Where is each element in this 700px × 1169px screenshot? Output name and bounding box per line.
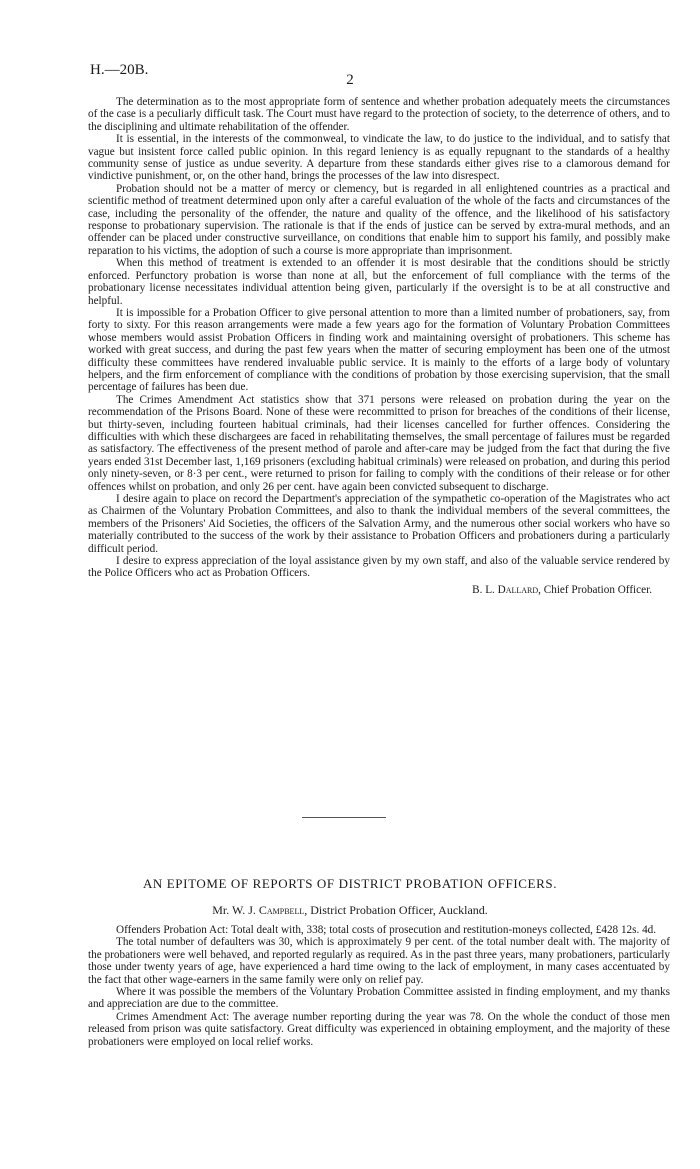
paragraph: It is impossible for a Probation Officer to give personal attention to more than a limited number of probationers, say, from forty to sixty. For this reason arrangements were made a few years ago for the formation of Voluntary Probation Committees whose members would assist Probation Officers in finding work and maintaining oversight of probationers. This scheme has worked with great success, and during the past few years when the matter of securing employment has been one of the utmost difficulty these committees have rendered invaluable public service. It is mainly to the efforts of a large body of voluntary helpers, and the firm enforcement of compliance with the conditions of probation by those exercising supervision, that the small percentage of failures has been due. bbox=[88, 306, 670, 394]
page-number: 2 bbox=[346, 72, 354, 88]
paragraph: The Crimes Amendment Act statistics show that 371 persons were released on probation during the year on the recommendation of the Prisons Board. None of these were recommitted to prison for breaches of the conditions of their license, but thirty-seven, including fourteen habitual criminals, had their licenses cancelled for further offences. Considering the difficulties with which these dischargees are faced in rehabilitating themselves, the small percentage of failures must be regarded as satisfactory. The effectiveness of the present method of parole and after-care may be judged from the fact that during the five years ended 31st December last, 1,169 prisoners (excluding habitual criminals) were released on probation, and during this period only ninety-seven, or 8·3 per cent., were returned to prison for failing to comply with the conditions of their release or for other offences whilst on probation, and only 26 per cent. have again been convicted subsequent to discharge. bbox=[88, 393, 670, 493]
paragraph: I desire again to place on record the Department's appreciation of the sympathetic co-operation of the Magistrates who act as Chairmen of the Voluntary Probation Committees, and also to thank the individual members of the several committees, the members of the Prisoners' Aid Societies, the officers of the Salvation Army, and the numerous other social workers who have so materially contributed to the success of the work by their assistance to Probation Officers and probationers during a particularly difficult period. bbox=[88, 493, 670, 555]
paragraph: Crimes Amendment Act: The average number reporting during the year was 78. On the whole the conduct of those men released from prison was quite satisfactory. Great difficulty was experienced in obtaining employment, and the majority of these probationers were employed on local relief works. bbox=[88, 1010, 670, 1048]
report-conclusion bbox=[88, 96, 670, 596]
document-reference: H.—20B. bbox=[90, 62, 149, 78]
officer-prefix: Mr. W. J. bbox=[212, 903, 256, 917]
signature-name: B. L. Dallard, bbox=[472, 583, 541, 596]
paragraph: I desire to express appreciation of the loyal assistance given by my own staff, and also of the valuable service rendered by the Police Officers who act as Probation Officers. bbox=[88, 555, 670, 580]
signature-title: Chief Probation Officer. bbox=[543, 583, 652, 596]
paragraph: Offenders Probation Act: Total dealt with, 338; total costs of prosecution and restitution-moneys collected, £428 12s. 4d. bbox=[116, 924, 657, 936]
district-report-auckland bbox=[88, 924, 670, 1048]
section-heading: AN EPITOME OF REPORTS OF DISTRICT PROBATION OFFICERS. bbox=[142, 876, 558, 891]
paragraph: Probation should not be a matter of mercy or clemency, but is regarded in all enlightened countries as a practical and scientific method of treatment determined upon only after a careful evaluation of the whole of the facts and circumstances of the case, including the personality of the offender, the nature and quality of the offence, and the likelihood of his satisfactory response to probationary supervision. The rationale is that if the ends of justice can be served by extra-mural methods, and an offender can be placed under constructive surveillance, on conditions that enable him to support his family, and possibly make reparation to his victims, the adoption of such a course is more appropriate than imprisonment. bbox=[88, 182, 670, 257]
paragraph: When this method of treatment is extended to an offender it is most desirable that the conditions should be strictly enforced. Perfunctory probation is worse than none at all, but the enforcement of full compliance with the terms of the probationary license necessitates individual attention being given, particularly if the oversight is to be at all constructive and helpful. bbox=[88, 257, 670, 307]
officer-name: Campbell, bbox=[258, 903, 308, 917]
paragraph: The determination as to the most appropriate form of sentence and whether probation adequately meets the circumstances of the case is a peculiarly difficult task. The Court must have regard to the protection of society, to the deterrence of others, and to the disciplining and ultimate rehabilitation of the offender. bbox=[88, 96, 670, 133]
officer-line bbox=[0, 903, 700, 918]
paragraph: It is essential, in the interests of the commonweal, to vindicate the law, to do justice to the individual, and to satisfy that vague but insistent force called public opinion. In this regard leniency is as equally repugnant to the standards of a healthy community sense of justice as undue severity. A departure from these standards either gives rise to a clamorous demand for vindictive punishment, or, on the other hand, brings the processes of the law into disrespect. bbox=[88, 133, 670, 183]
paragraph: Where it was possible the members of the Voluntary Probation Committee assisted in finding employment, and my thanks and appreciation are due to the committee. bbox=[88, 986, 670, 1011]
signature-line bbox=[88, 584, 670, 596]
officer-role: District Probation Officer, Auckland. bbox=[310, 903, 488, 917]
section-divider bbox=[302, 817, 386, 818]
paragraph: The total number of defaulters was 30, which is approximately 9 per cent. of the total number dealt with. The majority of the probationers were well behaved, and reported regularly as required. As in the past three years, many probationers, particularly those under twenty years of age, have experienced a hard time owing to the lack of employment, in many cases accentuated by the fact that other wage-earners in the same family were only on relief pay. bbox=[88, 936, 670, 986]
